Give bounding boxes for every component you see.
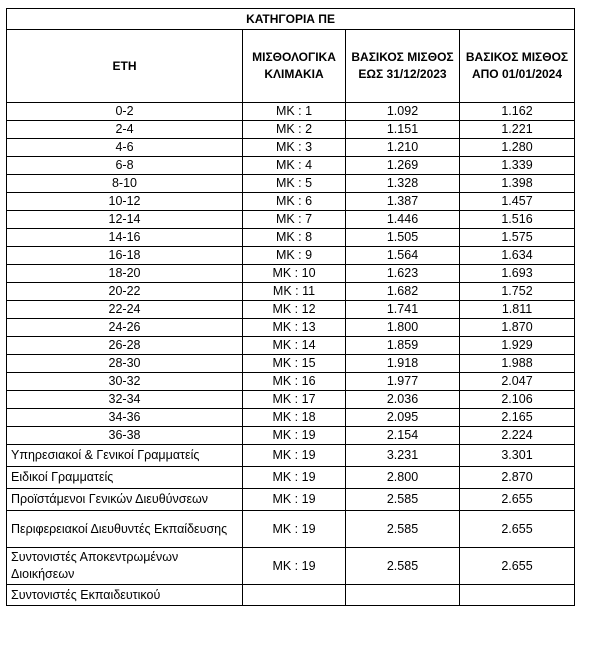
cell-salary-new: 1.929 <box>460 337 575 355</box>
cell-salary-old: 1.092 <box>346 103 460 121</box>
cell-role-name: Περιφερειακοί Διευθυντές Εκπαίδευσης <box>7 511 243 548</box>
cell-salary-old: 2.585 <box>346 489 460 511</box>
cell-salary-old: 1.387 <box>346 193 460 211</box>
cell-grade: ΜΚ : 8 <box>243 229 346 247</box>
table-row <box>7 229 575 247</box>
cell-salary-old: 1.505 <box>346 229 460 247</box>
cell-role-name: Υπηρεσιακοί & Γενικοί Γραμματείς <box>7 445 243 467</box>
cell-grade: ΜΚ : 7 <box>243 211 346 229</box>
cell-salary-old: 1.623 <box>346 265 460 283</box>
cell-grade: ΜΚ : 4 <box>243 157 346 175</box>
cell-grade: ΜΚ : 19 <box>243 445 346 467</box>
cell-grade: ΜΚ : 9 <box>243 247 346 265</box>
cell-salary-new: 2.047 <box>460 373 575 391</box>
cell-salary-old: 2.095 <box>346 409 460 427</box>
cell-salary-new: 1.988 <box>460 355 575 373</box>
cell-years: 8-10 <box>7 175 243 193</box>
cell-years: 36-38 <box>7 427 243 445</box>
cell-grade: ΜΚ : 12 <box>243 301 346 319</box>
cell-salary-old: 1.918 <box>346 355 460 373</box>
cell-grade: ΜΚ : 6 <box>243 193 346 211</box>
cell-grade: ΜΚ : 19 <box>243 427 346 445</box>
cell-salary-old: 2.800 <box>346 467 460 489</box>
cell-years: 24-26 <box>7 319 243 337</box>
cell-years: 14-16 <box>7 229 243 247</box>
cell-salary-old: 1.800 <box>346 319 460 337</box>
cell-salary-new: 2.655 <box>460 511 575 548</box>
cell-salary-new: 2.655 <box>460 489 575 511</box>
cell-salary-new: 1.575 <box>460 229 575 247</box>
cell-salary-old: 1.682 <box>346 283 460 301</box>
table-row <box>7 409 575 427</box>
header-years: ΕΤΗ <box>7 30 243 103</box>
role-row <box>7 511 575 548</box>
cell-salary-new <box>460 585 575 606</box>
cell-salary-new: 2.224 <box>460 427 575 445</box>
table-row <box>7 103 575 121</box>
cell-salary-new: 1.634 <box>460 247 575 265</box>
cell-grade: ΜΚ : 19 <box>243 489 346 511</box>
header-salary-old: ΒΑΣΙΚΟΣ ΜΙΣΘΟΣ ΕΩΣ 31/12/2023 <box>346 30 460 103</box>
table-row <box>7 211 575 229</box>
cell-salary-new: 1.516 <box>460 211 575 229</box>
cell-grade: ΜΚ : 16 <box>243 373 346 391</box>
table-row <box>7 247 575 265</box>
table-title: ΚΑΤΗΓΟΡΙΑ ΠΕ <box>7 9 575 30</box>
table-row <box>7 193 575 211</box>
cell-salary-new: 1.457 <box>460 193 575 211</box>
table-row <box>7 301 575 319</box>
cell-salary-new: 2.165 <box>460 409 575 427</box>
title-row <box>7 9 575 30</box>
cell-salary-old: 1.151 <box>346 121 460 139</box>
cell-salary-old: 2.036 <box>346 391 460 409</box>
cell-salary-old: 1.741 <box>346 301 460 319</box>
role-row <box>7 445 575 467</box>
table-row <box>7 427 575 445</box>
cell-salary-old: 1.564 <box>346 247 460 265</box>
table-row <box>7 265 575 283</box>
table-row <box>7 121 575 139</box>
salary-table <box>6 8 575 606</box>
cell-salary-new: 2.870 <box>460 467 575 489</box>
cell-grade: ΜΚ : 13 <box>243 319 346 337</box>
role-row-partial <box>7 585 575 606</box>
table-row <box>7 175 575 193</box>
cell-salary-new: 1.280 <box>460 139 575 157</box>
table-row <box>7 139 575 157</box>
cell-years: 16-18 <box>7 247 243 265</box>
cell-grade: ΜΚ : 18 <box>243 409 346 427</box>
cell-grade: ΜΚ : 19 <box>243 511 346 548</box>
table-body <box>7 103 575 606</box>
cell-years: 22-24 <box>7 301 243 319</box>
cell-grade: ΜΚ : 11 <box>243 283 346 301</box>
cell-grade: ΜΚ : 15 <box>243 355 346 373</box>
role-row <box>7 548 575 585</box>
cell-years: 4-6 <box>7 139 243 157</box>
role-row <box>7 467 575 489</box>
table-row <box>7 391 575 409</box>
cell-salary-old: 2.154 <box>346 427 460 445</box>
cell-grade: ΜΚ : 19 <box>243 467 346 489</box>
cell-role-name: Συντονιστές Αποκεντρωμένων Διοικήσεων <box>7 548 243 585</box>
table-row <box>7 355 575 373</box>
table-row <box>7 319 575 337</box>
table-row <box>7 157 575 175</box>
cell-salary-old: 1.269 <box>346 157 460 175</box>
cell-salary-old: 1.210 <box>346 139 460 157</box>
cell-salary-old: 2.585 <box>346 511 460 548</box>
cell-years: 32-34 <box>7 391 243 409</box>
cell-years: 18-20 <box>7 265 243 283</box>
cell-salary-old: 2.585 <box>346 548 460 585</box>
cell-grade: ΜΚ : 5 <box>243 175 346 193</box>
cell-salary-old: 3.231 <box>346 445 460 467</box>
cell-years: 26-28 <box>7 337 243 355</box>
table-row <box>7 337 575 355</box>
cell-salary-new: 1.693 <box>460 265 575 283</box>
cell-salary-new: 3.301 <box>460 445 575 467</box>
cell-grade: ΜΚ : 3 <box>243 139 346 157</box>
cell-salary-old: 1.859 <box>346 337 460 355</box>
cell-role-name: Προϊστάμενοι Γενικών Διευθύνσεων <box>7 489 243 511</box>
cell-salary-new: 1.339 <box>460 157 575 175</box>
cell-grade: ΜΚ : 19 <box>243 548 346 585</box>
cell-salary-old: 1.328 <box>346 175 460 193</box>
cell-years: 12-14 <box>7 211 243 229</box>
role-row <box>7 489 575 511</box>
cell-years: 28-30 <box>7 355 243 373</box>
cell-grade <box>243 585 346 606</box>
cell-salary-old: 1.977 <box>346 373 460 391</box>
header-salary-new: ΒΑΣΙΚΟΣ ΜΙΣΘΟΣ ΑΠΟ 01/01/2024 <box>460 30 575 103</box>
cell-grade: ΜΚ : 14 <box>243 337 346 355</box>
cell-salary-new: 1.870 <box>460 319 575 337</box>
cell-grade: ΜΚ : 1 <box>243 103 346 121</box>
cell-salary-new: 2.655 <box>460 548 575 585</box>
table-row <box>7 373 575 391</box>
cell-salary-new: 1.398 <box>460 175 575 193</box>
cell-years: 34-36 <box>7 409 243 427</box>
cell-grade: ΜΚ : 2 <box>243 121 346 139</box>
header-row <box>7 30 575 103</box>
cell-grade: ΜΚ : 10 <box>243 265 346 283</box>
header-grade: ΜΙΣΘΟΛΟΓΙΚΑ ΚΛΙΜΑΚΙΑ <box>243 30 346 103</box>
cell-salary-old: 1.446 <box>346 211 460 229</box>
cell-years: 2-4 <box>7 121 243 139</box>
cell-grade: ΜΚ : 17 <box>243 391 346 409</box>
cell-salary-new: 1.811 <box>460 301 575 319</box>
cell-salary-old <box>346 585 460 606</box>
cell-salary-new: 1.752 <box>460 283 575 301</box>
table-row <box>7 283 575 301</box>
cell-years: 20-22 <box>7 283 243 301</box>
cell-years: 6-8 <box>7 157 243 175</box>
cell-years: 30-32 <box>7 373 243 391</box>
cell-role-name: Ειδικοί Γραμματείς <box>7 467 243 489</box>
cell-role-name: Συντονιστές Εκπαιδευτικού <box>7 585 243 606</box>
cell-years: 0-2 <box>7 103 243 121</box>
cell-years: 10-12 <box>7 193 243 211</box>
cell-salary-new: 1.221 <box>460 121 575 139</box>
cell-salary-new: 2.106 <box>460 391 575 409</box>
cell-salary-new: 1.162 <box>460 103 575 121</box>
